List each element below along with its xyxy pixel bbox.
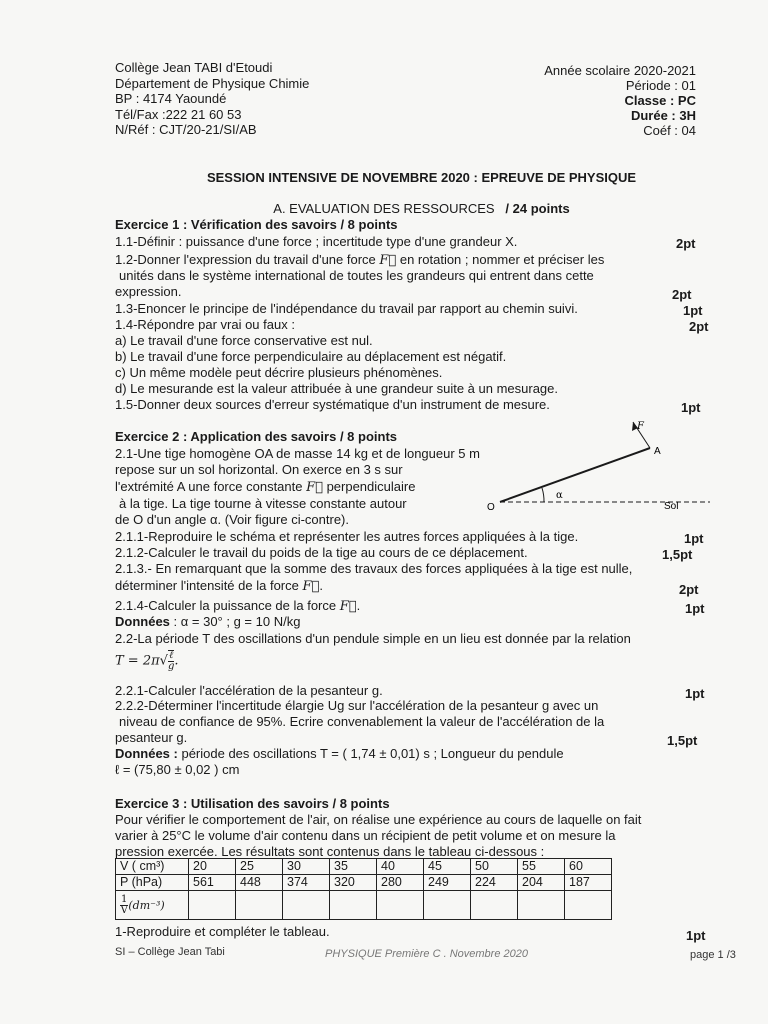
ex2-line5: de O d'un angle α. (Voir figure ci-contre). [115,512,349,527]
school-year: Année scolaire 2020-2021 [544,63,696,78]
table-cell [236,891,283,920]
label-o: O [487,502,495,513]
force-vector-symbol: F⃗ [302,579,320,594]
q1-4: 1.4-Répondre par vrai ou faux : [115,317,295,332]
department: Département de Physique Chimie [115,75,310,91]
formula-lhs: T = 2π [115,653,160,669]
table-cell: 204 [518,875,565,891]
ex3-para-2: varier à 25°C le volume d'air contenu dans un récipient de petit volume et on mesure la [115,828,616,843]
q1-1: 1.1-Définir : puissance d'une force ; incertitude type d'une grandeur X. [115,234,518,249]
ex2-line3-b: perpendiculaire [326,479,416,494]
angle-arc [542,488,544,502]
q2-1-2: 2.1.2-Calculer le travail du poids de la tige au cours de ce déplacement. [115,545,528,560]
table-cell: 374 [283,875,330,891]
donnees-2 [115,746,564,761]
q1-2-line3: expression. [115,284,182,299]
table-cell: 561 [189,875,236,891]
school-name: Collège Jean TABI d'Etoudi [115,60,273,75]
ex3-title: Exercice 3 : Utilisation des savoirs / 8 points [115,796,390,811]
donnees-2-label: Données : [115,746,178,761]
table-cell: 20 [189,859,236,875]
q1-2-points: 2pt [672,287,692,302]
force-vector-symbol: F⃗ [379,253,397,268]
q1-4-b: b) Le travail d'une force perpendiculaire au déplacement est négatif. [115,349,507,364]
label-f: F [637,421,644,432]
q1-2 [115,252,604,268]
ex2-line4: à la tige. La tige tourne à vitesse constante autour [119,496,407,511]
q2-2-2-line3: pesanteur g. [115,730,188,745]
ex3-para-3: pression exercée. Les résultats sont contenus dans le tableau ci-dessous : [115,844,545,859]
q1-2-text-a: 1.2-Donner l'expression du travail d'une force [115,252,376,267]
table-cell: 40 [377,859,424,875]
q1-5-points: 1pt [681,400,701,415]
school-header [115,60,309,138]
results-table [115,858,612,920]
ex2-line3 [115,479,415,495]
q2-2: 2.2-La période T des oscillations d'un pendule simple en un lieu est donnée par la relation [115,631,631,646]
table-row [116,891,612,920]
section-label: A. EVALUATION DES RESSOURCES [273,201,495,216]
q1-4-d: d) Le mesurande est la valeur attribuée à une grandeur suite à un mesurage. [115,381,558,396]
section-heading [0,201,768,216]
q2-1-4-text: 2.1.4-Calculer la puissance de la force [115,598,337,613]
table-cell: 320 [330,875,377,891]
table-cell [424,891,471,920]
table-cell [189,891,236,920]
table-cell: 249 [424,875,471,891]
ex2-line2: repose sur un sol horizontal. On exerce en 3 s sur [115,462,403,477]
ex1-title: Exercice 1 : Vérification des savoirs / 8 points [115,217,398,232]
period: Période : 01 [625,78,696,93]
formula-fraction: $\frac{\text{ℓ}}{g}$ [167,650,175,672]
ex3-q1-points: 1pt [686,928,706,943]
rod-oa [500,448,650,502]
inverse-unit: (dm⁻³) [128,898,165,912]
donnees-2-values: période des oscillations T = ( 1,74 ± 0,01) s ; Longueur du pendule [181,746,564,761]
inverse-fraction: $\frac{1}{V}$ [120,893,128,916]
label-alpha: α [556,490,563,501]
table-cell: 187 [565,875,612,891]
coefficient: Coéf : 04 [643,123,696,138]
label-sol: Sol [664,501,679,512]
q2-1-3: 2.1.3.- En remarquant que la somme des travaux des forces appliquées à la tige est nulle, [115,561,633,576]
q1-5: 1.5-Donner deux sources d'erreur systématique d'un instrument de mesure. [115,397,550,412]
table-cell: 45 [424,859,471,875]
row-head-inverse-volume [116,891,189,920]
donnees-2-length: ℓ = (75,80 ± 0,02 ) cm [115,762,240,777]
q1-4-c: c) Un même modèle peut décrire plusieurs phénomènes. [115,365,443,380]
donnees-1 [115,614,300,629]
reference: N/Réf : CJT/20-21/SI/AB [115,122,257,137]
donnees-1-label: Données [115,614,170,629]
q2-1-2-points: 1,5pt [662,547,693,562]
q1-3-points: 1pt [683,303,703,318]
q2-1-3-text: déterminer l'intensité de la force [115,578,299,593]
table-cell: 30 [283,859,330,875]
q2-2-2-points: 1,5pt [667,733,698,748]
page-number: page 1 /3 [690,949,736,961]
q2-2-1: 2.2.1-Calculer l'accélération de la pesanteur g. [115,683,383,698]
q2-2-1-points: 1pt [685,686,705,701]
label-a: A [654,446,661,457]
table-cell [565,891,612,920]
table-cell [330,891,377,920]
class: Classe : PC [624,93,696,108]
force-vector-symbol: F⃗ [339,599,357,614]
table-cell [377,891,424,920]
row-head-volume: V ( cm³) [116,859,189,875]
ex3-para-1: Pour vérifier le comportement de l'air, on réalise une expérience au cours de laquelle on fait [115,812,642,827]
q2-2-2-line2: niveau de confiance de 95%. Ecrire convenablement la valeur de l'accélération de la [119,714,605,729]
q2-1-4-points: 1pt [685,601,705,616]
footer-middle: PHYSIQUE Première C . Novembre 2020 [325,948,528,960]
rod-figure [470,412,720,522]
section-points: / 24 points [505,201,570,216]
pendulum-formula: T = 2π√ $\frac{\text{ℓ}}{g}$ . [115,650,179,672]
q1-4-points: 2pt [689,319,709,334]
q2-1-3-b: déterminer l'intensité de la force F⃗. [115,578,323,594]
table-cell [518,891,565,920]
table-cell: 50 [471,859,518,875]
exam-title: SESSION INTENSIVE DE NOVEMBRE 2020 : EPREUVE DE PHYSIQUE [206,170,637,185]
ex2-line1: 2.1-Une tige homogène OA de masse 14 kg et de longueur 5 m [115,446,480,461]
table-row [116,875,612,891]
q2-1-4: 2.1.4-Calculer la puissance de la force F⃗. [115,598,361,614]
table-row [116,859,612,875]
table-cell: 448 [236,875,283,891]
table-cell: 280 [377,875,424,891]
phone-fax: Tél/Fax :222 21 60 53 [115,106,242,122]
donnees-1-values: : α = 30° ; g = 10 N/kg [173,614,301,629]
table-cell: 60 [565,859,612,875]
table-cell: 35 [330,859,377,875]
q2-1-1-points: 1pt [684,531,704,546]
q2-1-3-points: 2pt [679,582,699,597]
ex2-line3-a: l'extrémité A une force constante [115,479,303,494]
row-head-pressure: P (hPa) [116,875,189,891]
table-cell: 55 [518,859,565,875]
exam-info [544,63,696,138]
q1-3: 1.3-Enoncer le principe de l'indépendance du travail par rapport au chemin suivi. [115,301,578,316]
q1-1-points: 2pt [676,236,696,251]
q1-2-line2: unités dans le système international de toutes les grandeurs qui entrent dans cette [119,268,594,283]
table-cell [283,891,330,920]
force-vector-symbol: F⃗ [306,480,323,495]
table-cell: 25 [236,859,283,875]
q1-2-text-b: en rotation ; nommer et préciser les [399,252,605,267]
ex3-q1: 1-Reproduire et compléter le tableau. [115,924,330,939]
table-cell [471,891,518,920]
duration: Durée : 3H [630,108,696,123]
postal-box: BP : 4174 Yaoundé [115,91,227,106]
footer-left: SI – Collège Jean Tabi [115,946,225,958]
q2-2-2: 2.2.2-Déterminer l'incertitude élargie Ug sur l'accélération de la pesanteur g avec un [115,698,599,713]
table-cell: 224 [471,875,518,891]
q1-4-a: a) Le travail d'une force conservative est nul. [115,333,373,348]
q2-1-1: 2.1.1-Reproduire le schéma et représenter les autres forces appliquées à la tige. [115,529,579,544]
ex2-title: Exercice 2 : Application des savoirs / 8 points [115,429,398,444]
